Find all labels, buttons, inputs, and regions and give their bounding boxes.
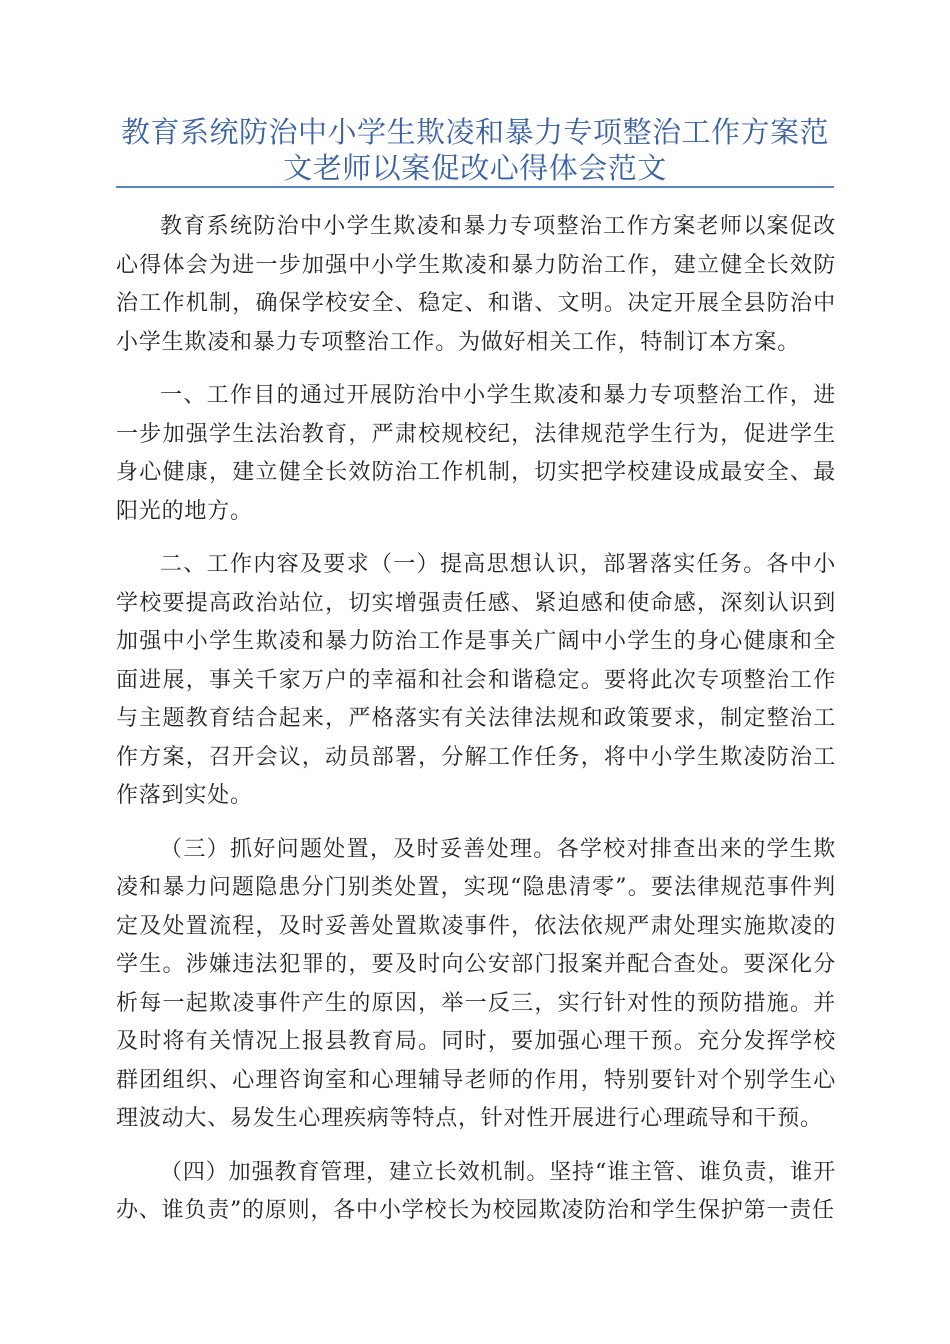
paragraph-4: （三）抓好问题处置，及时妥善处理。各学校对排查出来的学生欺凌和暴力问题隐患分门别类处置，实现“隐患清零”。要法律规范事件判定及处置流程，及时妥善处置欺凌事件，依法依规严肃处理实施欺凌的学生。涉嫌违法犯罪的，要及时向公安部门报案并配合查处。要深化分析每一起欺凌事件产生的原因，举一反三，实行针对性的预防措施。并及时将有关情况上报县教育局。同时，要加强心理干预。充分发挥学校群团组织、心理咨询室和心理辅导老师的作用，特别要针对个别学生心理波动大、易发生心理疾病等特点，针对性开展进行心理疏导和干预。 <box>116 836 836 1131</box>
document-title: 教育系统防治中小学生欺凌和暴力专项整治工作方案范文老师以案促改心得体会范文 <box>120 115 829 185</box>
paragraph-3: 二、工作内容及要求（一）提高思想认识，部署落实任务。各中小学校要提高政治站位，切实增强责任感、紧迫感和使命感，深刻认识到加强中小学生欺凌和暴力防治工作是事关广阔中小学生的身心健康和全面进展，事关千家万户的幸福和社会和谐稳定。要将此次专项整治工作与主题教育结合起来，严格落实有关法律法规和政策要求，制定整治工作方案，召开会议，动员部署，分解工作任务，将中小学生欺凌防治工作落到实处。 <box>116 552 836 808</box>
paragraph-5: （四）加强教育管理，建立长效机制。坚持“谁主管、谁负责，谁开办、谁负责”的原则，各中小学校长为校园欺凌防治和学生保护第一责任 <box>116 1159 836 1223</box>
paragraph-2: 一、工作目的通过开展防治中小学生欺凌和暴力专项整治工作，进一步加强学生法治教育，严肃校规校纪，法律规范学生行为，促进学生身心健康，建立健全长效防治工作机制，切实把学校建设成最安全、最阳光的地方。 <box>116 383 836 524</box>
title-block <box>116 114 834 186</box>
paragraph-1: 教育系统防治中小学生欺凌和暴力专项整治工作方案老师以案促改心得体会为进一步加强中小学生欺凌和暴力防治工作，建立健全长效防治工作机制，确保学校安全、稳定、和谐、文明。决定开展全县防治中小学生欺凌和暴力专项整治工作。为做好相关工作，特制订本方案。 <box>116 214 836 355</box>
title-divider <box>116 186 834 188</box>
document-body <box>116 208 836 1246</box>
